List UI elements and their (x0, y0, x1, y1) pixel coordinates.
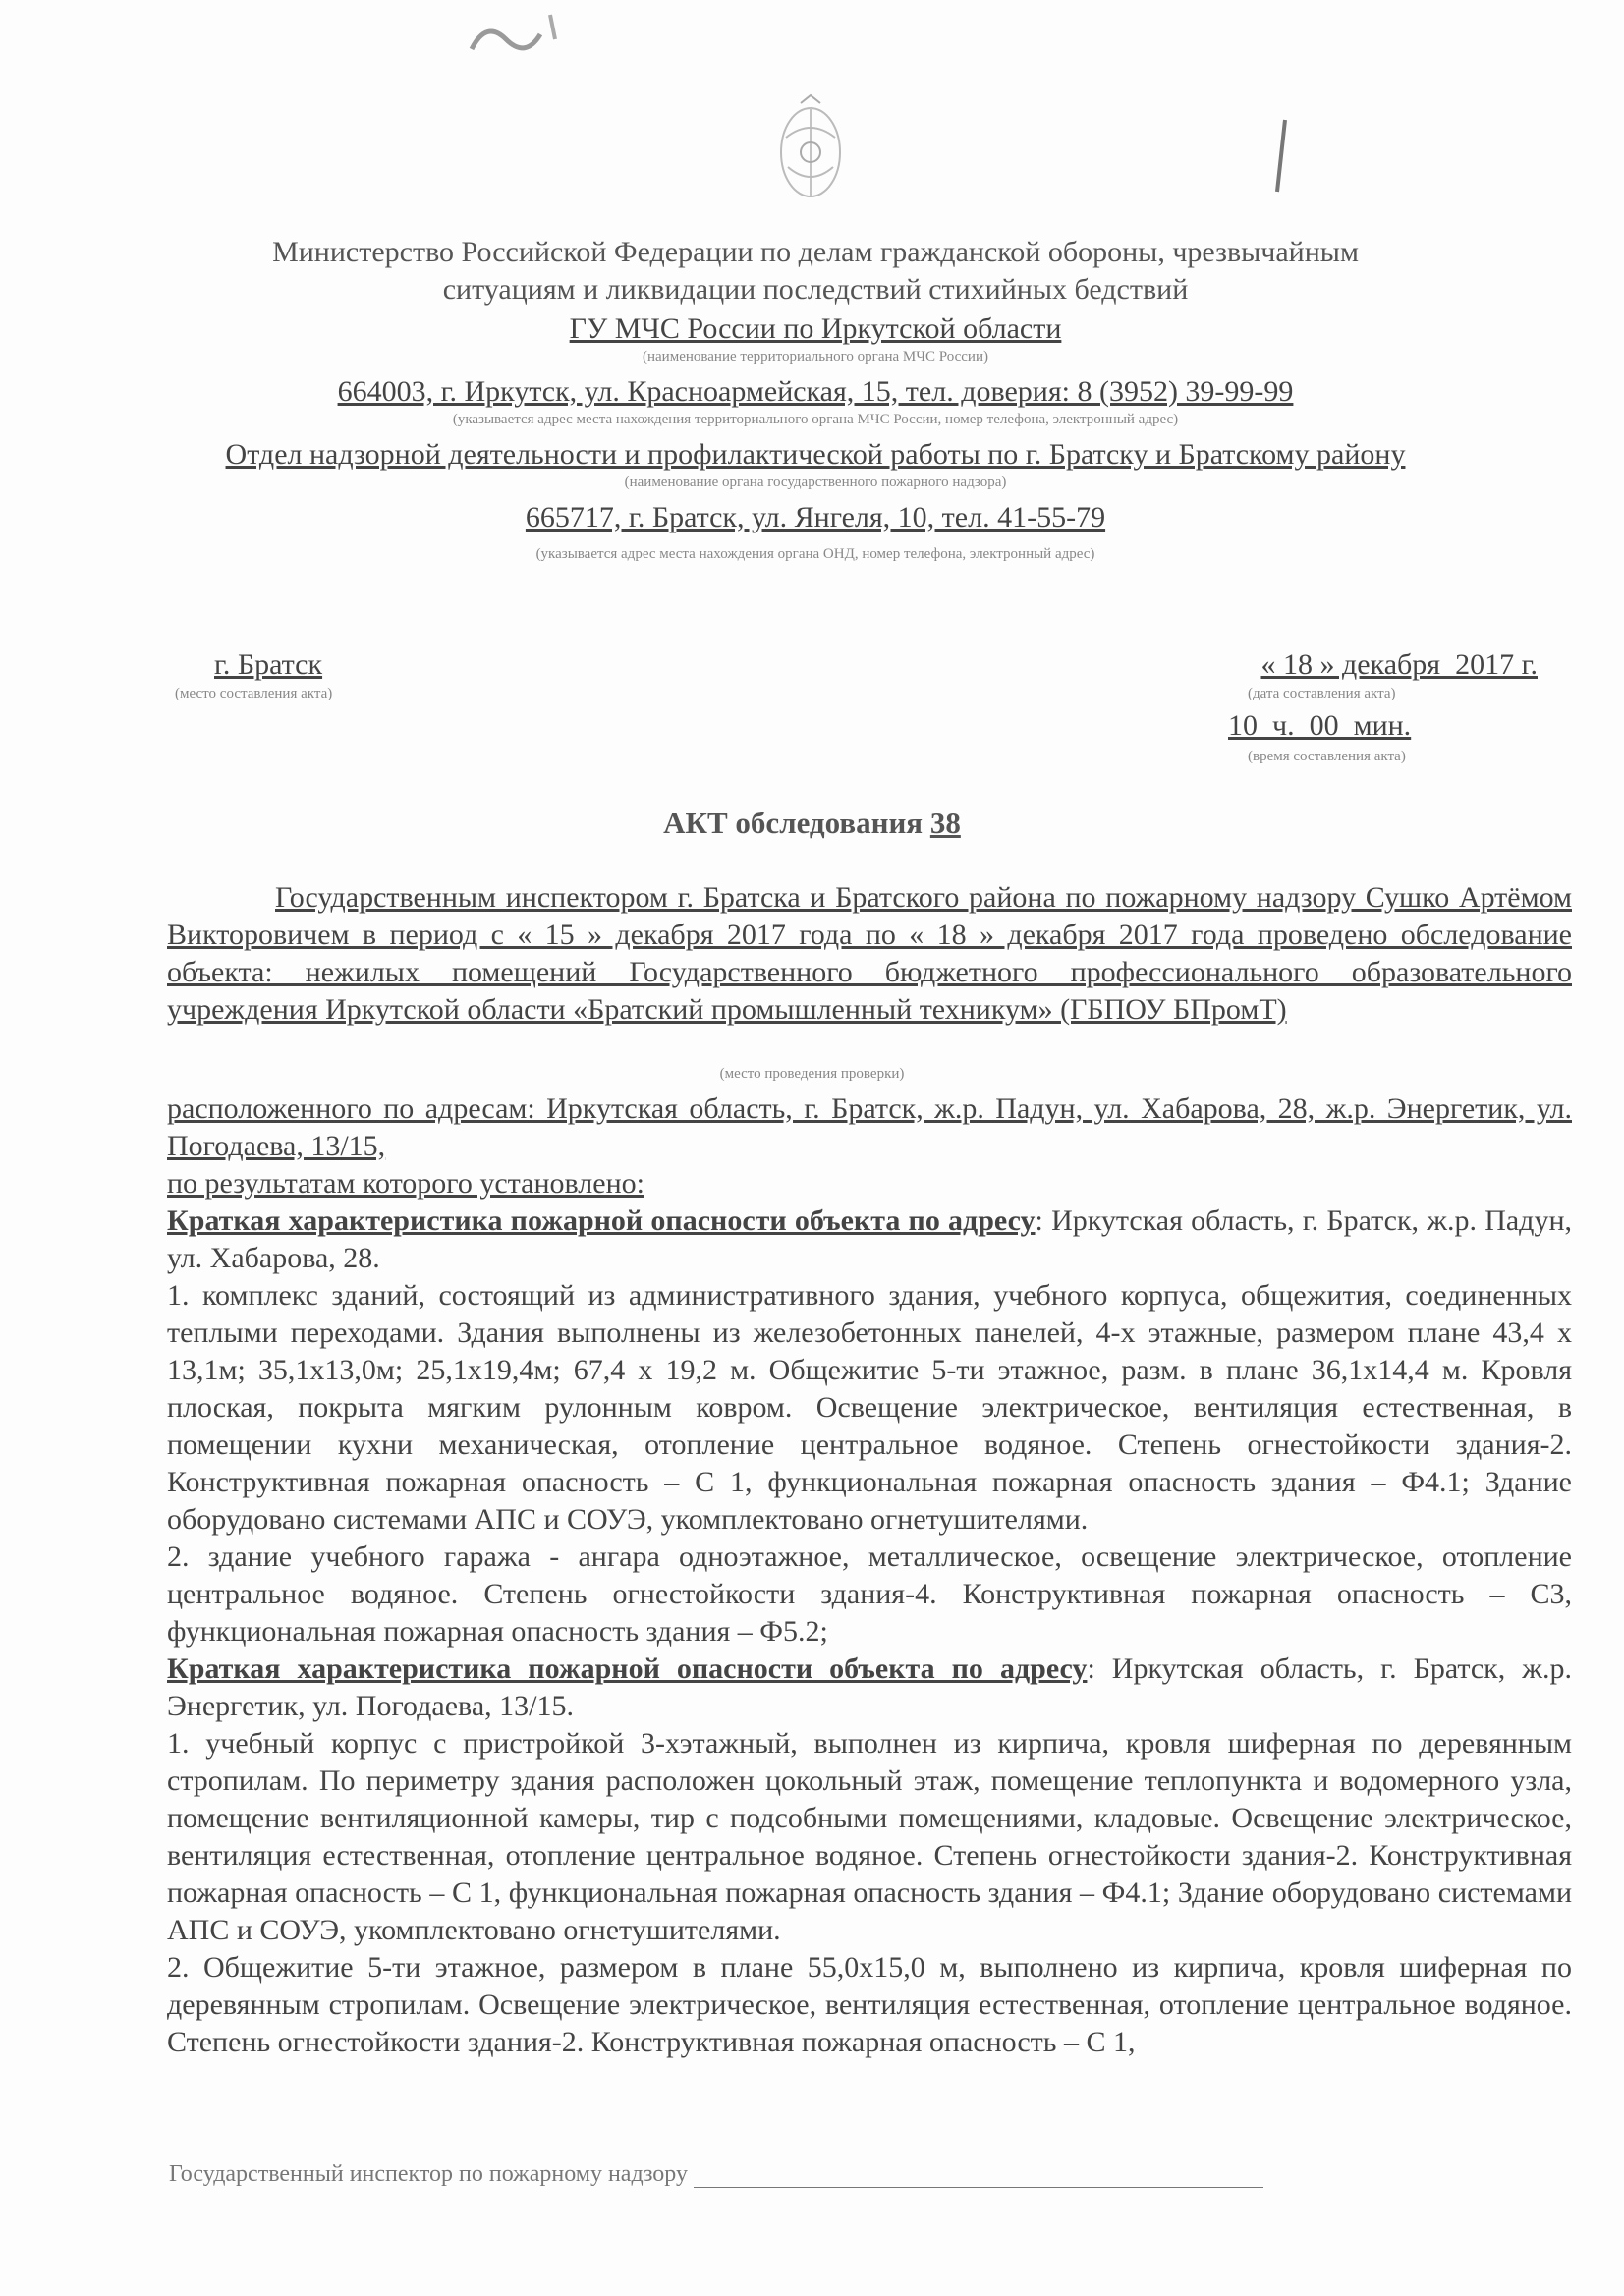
location-paragraph: расположенного по адресам: Иркутская область, г. Братск, ж.р. Падун, ул. Хабарова, 28, ж.р. Энергетик, ул. Погодаева, 13/15, (167, 1092, 1572, 1162)
time-of-act: 10 ч. 00 мин. (1228, 709, 1412, 742)
territorial-address: 664003, г. Иркутск, ул. Красноармейская, 15, тел. доверия: 8 (3952) 39-99-99 (337, 375, 1294, 408)
time-note: (время составления акта) (1248, 749, 1406, 764)
territorial-body (147, 310, 1484, 365)
main-body (167, 1091, 1572, 2061)
section-1-heading: Краткая характеристика пожарной опасности объекта по адресу (167, 1204, 1036, 1237)
signature-label: Государственный инспектор по пожарному надзору (169, 2161, 688, 2187)
coat-of-arms-emblem (766, 93, 855, 211)
date-note: (дата составления акта) (1248, 686, 1396, 701)
supervision-address: 665717, г. Братск, ул. Янгеля, 10, тел. 41-55-79 (525, 501, 1106, 533)
results-intro: по результатам которого установлено: (167, 1167, 644, 1200)
section-2-item-2: 2. Общежитие 5-ти этажное, размером в плане 55,0х15,0 м, выполнено из кирпича, кровля шиферная по деревянным стропилам. Освещение электрическое, вентиляция естественная, отопление центральное водяное. Степень огнестойкости здания-2. Конструктивная пожарная опасность – С 1, (167, 1951, 1572, 2058)
territorial-body-note: (наименование территориального органа МЧС России) (643, 349, 988, 364)
stamp-mark (462, 10, 580, 69)
supervision-address-note: (указывается адрес места нахождения органа ОНД, номер телефона, электронный адрес) (535, 546, 1095, 562)
section-2-address: : Иркутская область, г. Братск, ж.р. Энергетик, ул. Погодаева, 13/15. (167, 1652, 1573, 1722)
territorial-address-note: (указывается адрес места нахождения территориального органа МЧС России, номер телефона, электронный адрес) (452, 412, 1179, 427)
intro-paragraph: Государственным инспектором г. Братска и Братского района по пожарному надзору Сушко Артёмом Викторовичем в период с « 15 » декабря 2017 года по « 18 » декабря 2017 года проведено обследование объекта: нежилых помещений Государственного бюджетного профессионального образовательного учреждения Иркутской области «Братский промышленный техникум» (ГБПОУ БПромТ) (167, 881, 1572, 1026)
handwritten-mark (1267, 118, 1297, 196)
section-1-heading-line (167, 1203, 1572, 1277)
signature-line (694, 2187, 1263, 2188)
territorial-address-block (147, 373, 1484, 428)
section-1-item-1: 1. комплекс зданий, состоящий из административного здания, учебного корпуса, общежития, соединенных теплыми переходами. Здания выполнены из железобетонных панелей, 4-х этажные, размером плане 43,4 х 13,1м; 35,1х13,0м; 25,1х19,4м; 67,4 х 19,2 м. Общежитие 5-ти этажное, разм. в плане 36,1х14,4 м. Кровля плоская, покрыта мягким рулонным ковром. Освещение электрическое, вентиляция естественная, в помещении кухни механическая, отопление центральное водяное. Степень огнестойкости здания-2. Конструктивная пожарная опасность – С 1, функциональная пожарная опасность здания – Ф4.1; Здание оборудовано системами АПС и СОУЭ, укомплектовано огнетушителями. (167, 1279, 1572, 1536)
section-2-heading-line (167, 1651, 1572, 1725)
place-of-act: г. Братск (214, 648, 323, 681)
territorial-body-name: ГУ МЧС России по Иркутской области (569, 312, 1062, 345)
ministry-name (147, 234, 1484, 308)
ministry-line-1: Министерство Российской Федерации по делам гражданской обороны, чрезвычайным (272, 236, 1359, 268)
section-2-item-1: 1. учебный корпус с пристройкой 3-хэтажный, выполнен из кирпича, кровля шиферная по деревянным стропилам. По периметру здания расположен цокольный этаж, помещение теплопункта и водомерного узла, помещение вентиляционной камеры, тир с подсобными помещениями, кладовые. Освещение электрическое, вентиляция естественная, отопление центральное водяное. Степень огнестойкости здания-2. Конструктивная пожарная опасность – С 1, функциональная пожарная опасность здания – Ф4.1; Здание оборудовано системами АПС и СОУЭ, укомплектовано огнетушителями. (167, 1727, 1572, 1946)
act-number: 38 (929, 806, 961, 840)
footer-signature (169, 2161, 1263, 2188)
act-title-prefix: АКТ обследования (663, 806, 930, 840)
section-2-heading: Краткая характеристика пожарной опасности объекта по адресу (167, 1652, 1088, 1685)
supervision-body-note: (наименование органа государственного пожарного надзора) (624, 475, 1007, 490)
supervision-address-block (147, 499, 1484, 536)
act-title (0, 806, 1624, 841)
section-1-item-2: 2. здание учебного гаража - ангара одноэтажное, металлическое, освещение электрическое, отопление центральное водяное. Степень огнестойкости здания-4. Конструктивная пожарная опасность – С3, функциональная пожарная опасность здания – Ф5.2; (167, 1540, 1572, 1648)
supervision-body: Отдел надзорной деятельности и профилактической работы по г. Братску и Братскому району (225, 438, 1406, 471)
ministry-line-2: ситуациям и ликвидации последствий стихийных бедствий (442, 273, 1189, 306)
intro-note: (место проведения проверки) (719, 1066, 905, 1082)
section-1-address: : Иркутская область, г. Братск, ж.р. Падун, ул. Хабарова, 28. (167, 1204, 1573, 1274)
supervision-address-note-block (147, 545, 1484, 563)
date-of-act: « 18 » декабря 2017 г. (1260, 648, 1538, 681)
supervision-body-block (147, 436, 1484, 491)
place-note: (место составления акта) (175, 686, 333, 701)
